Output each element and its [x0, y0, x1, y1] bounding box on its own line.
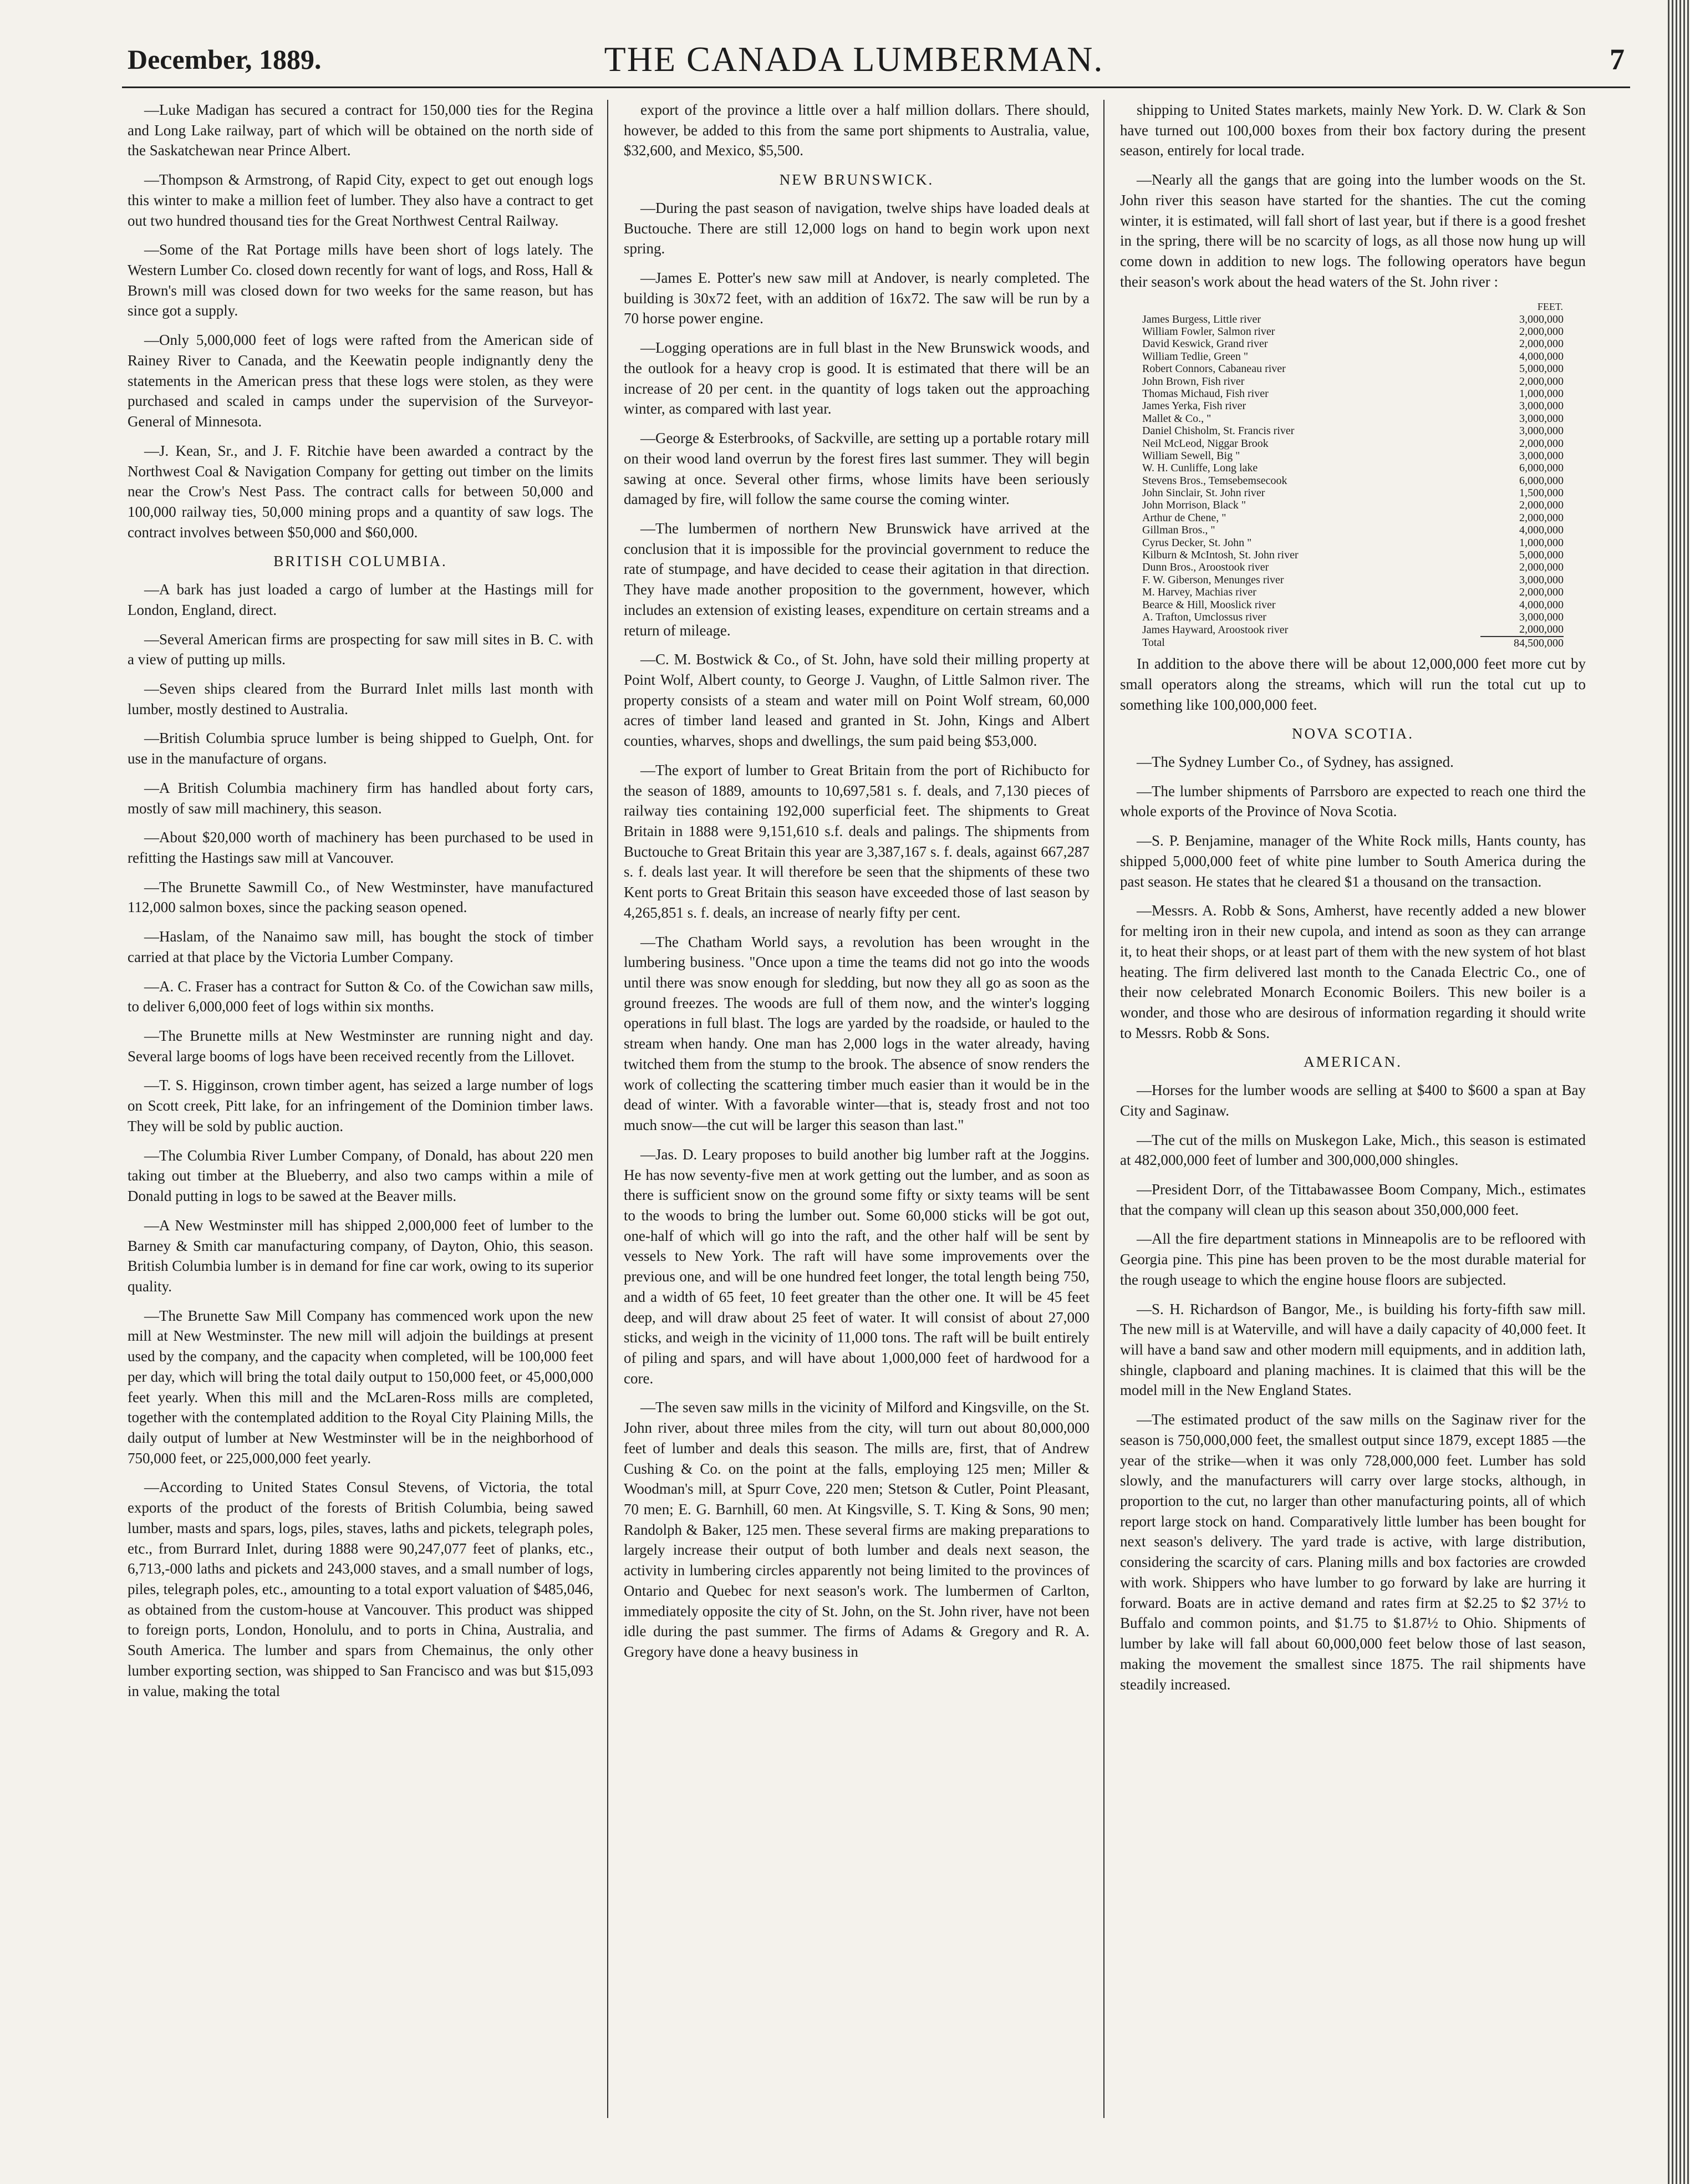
- operator-name: Gillman Bros., ": [1142, 524, 1215, 537]
- operator-feet: 2,000,000: [1519, 511, 1564, 524]
- operator-feet: 5,000,000: [1519, 549, 1564, 562]
- operator-name: James Yerka, Fish river: [1142, 400, 1246, 413]
- operator-feet: 3,000,000: [1519, 449, 1564, 462]
- operator-name: John Sinclair, St. John river: [1142, 487, 1265, 500]
- article-paragraph: —James E. Potter's new saw mill at Andover, is nearly completed. The building is 30x72 feet, with an addition of 16x72. The saw will be run by a 70 horse power engine.: [624, 269, 1090, 327]
- page-number: 7: [1610, 43, 1625, 76]
- operator-row: [1142, 475, 1564, 487]
- operator-name: David Keswick, Grand river: [1142, 338, 1268, 350]
- article-paragraph: —The export of lumber to Great Britain from the port of Richibucto for the season of 1889, amounts to 10,697,581 s. f. deals, and 7,130 pieces of railway ties containing 192,000 superficial feet. The shipments to Great Britain in 1888 were 9,151,610 s.f. deals and palings. The shipments from Buctouche to Great Britain this year are 3,387,167 s. f. deals, against 667,287 s. f. deals last year. It will therefore be seen that the shipments of these two Kent ports to Great Britain this season have exceeded those of last season by 4,265,851 s. f. deals, an increase of nearly fifty per cent.: [624, 761, 1090, 921]
- total-label: Total: [1142, 637, 1165, 649]
- section-heading-new-brunswick: NEW BRUNSWICK.: [779, 171, 934, 189]
- operator-feet: 4,000,000: [1519, 598, 1564, 611]
- article-paragraph: —According to United States Consul Stevens, of Victoria, the total exports of the product of the forests of British Columbia, being sawed lumber, masts and spars, logs, piles, staves, laths and pickets, telegraph poles, etc., from Burrard Inlet, during 1888 were 90,247,077 feet of planks, etc., 6,713,-000 laths and pickets and 243,000 staves, and a small number of logs, piles, telegraph poles, etc., amounting to a total export valuation of $485,046, as obtained from the custom-house at Vancouver. This product was shipped to foreign ports, London, Honolulu, and to ports in China, Australia, and South America. The lumber and spars from Chemainus, the only other lumber exporting section, was shipped to San Francisco and was but $15,093 in value, making the total: [128, 1479, 593, 1699]
- operator-feet: 2,000,000: [1519, 437, 1564, 450]
- operator-feet: 2,000,000: [1519, 375, 1564, 388]
- article-paragraph: —Seven ships cleared from the Burrard Inlet mills last month with lumber, mostly destined to Australia.: [128, 680, 593, 717]
- operator-row: [1142, 313, 1564, 325]
- operator-name: William Fowler, Salmon river: [1142, 325, 1275, 338]
- article-paragraph: —J. Kean, Sr., and J. F. Ritchie have been awarded a contract by the Northwest Coal & Navigation Company for getting out timber on the limits near the Crow's Nest Pass. The contract calls for between 50,000 and 100,000 railway ties, 50,000 mining props and a quantity of saw logs. The contract involves between $50,000 and $60,000.: [128, 442, 593, 541]
- operator-feet: 2,000,000: [1519, 499, 1564, 512]
- operator-row: [1142, 561, 1564, 573]
- operator-row: [1142, 611, 1564, 623]
- operator-row: [1142, 375, 1564, 388]
- operator-row: [1142, 450, 1564, 462]
- article-paragraph: —A New Westminster mill has shipped 2,000,000 feet of lumber to the Barney & Smith car manufacturing company, of Dayton, Ohio, this season. British Columbia lumber is in demand for fine car work, owing to its superior quality.: [128, 1216, 593, 1295]
- newspaper-page: [39, 39, 1669, 2157]
- column-3: [1120, 100, 1586, 1703]
- article-paragraph: export of the province a little over a half million dollars. There should, however, be added to this from the same port shipments to Australia, value, $32,600, and Mexico, $5,500.: [624, 101, 1090, 159]
- operator-name: Kilburn & McIntosh, St. John river: [1142, 549, 1299, 562]
- operator-row: [1142, 549, 1564, 561]
- page-header: [39, 39, 1669, 89]
- operator-feet: 1,000,000: [1519, 387, 1564, 400]
- article-paragraph: —A British Columbia machinery firm has handled about forty cars, mostly of saw mill machinery, this season.: [128, 779, 593, 817]
- article-paragraph: In addition to the above there will be about 12,000,000 feet more cut by small operators along the streams, which will run the total cut up to something like 100,000,000 feet.: [1120, 655, 1586, 713]
- page-edge-binding: [1668, 0, 1690, 2184]
- article-paragraph: —Only 5,000,000 feet of logs were rafted from the American side of Rainey River to Canada, and the Keewatin people indignantly deny the statements in the American press that these logs were stolen, as they were purchased and scaled in camps under the supervision of the Surveyor-General of Minnesota.: [128, 332, 593, 430]
- article-paragraph: —S. H. Richardson of Bangor, Me., is building his forty-fifth saw mill. The new mill is at Waterville, and will have a daily capacity of 40,000 feet. It will have a band saw and other modern mill equipments, and in addition lath, shingle, clapboard and planing machines. It is claimed that this will be the model mill in the New England States.: [1120, 1300, 1586, 1399]
- article-paragraph: —George & Esterbrooks, of Sackville, are setting up a portable rotary mill on their wood land overrun by the forest fires last summer. They will begin sawing at once. Several other firms, whose limits have been seriously damaged by fire, will follow the same course the coming winter.: [624, 430, 1090, 508]
- operator-feet: 4,000,000: [1519, 350, 1564, 363]
- operator-name: Bearce & Hill, Mooslick river: [1142, 598, 1276, 611]
- operator-feet: 2,000,000: [1519, 586, 1564, 599]
- operator-feet: 2,000,000: [1519, 561, 1564, 574]
- operator-name: Cyrus Decker, St. John ": [1142, 536, 1252, 549]
- operator-name: Arthur de Chene, ": [1142, 511, 1226, 524]
- article-paragraph: —T. S. Higginson, crown timber agent, has seized a large number of logs on Scott creek, Pitt lake, for an infringement of the Dominion timber laws. They will be sold by public auction.: [128, 1077, 593, 1134]
- article-paragraph: shipping to United States markets, mainly New York. D. W. Clark & Son have turned out 100,000 boxes from their box factory during the present season, entirely for local trade.: [1120, 101, 1586, 159]
- operator-name: William Sewell, Big ": [1142, 449, 1240, 462]
- operator-name: W. H. Cunliffe, Long lake: [1142, 462, 1258, 475]
- article-paragraph: —Logging operations are in full blast in the New Brunswick woods, and the outlook for a heavy crop is good. It is estimated that there will be an increase of 20 per cent. in the quantity of logs taken out the approaching winter, as compared with last year.: [624, 339, 1090, 418]
- operator-feet: 6,000,000: [1519, 462, 1564, 475]
- section-heading-british-columbia: BRITISH COLUMBIA.: [273, 553, 447, 570]
- operator-name: A. Trafton, Umclossus river: [1142, 611, 1266, 623]
- operator-row: [1142, 586, 1564, 598]
- article-paragraph: —The lumber shipments of Parrsboro are expected to reach one third the whole exports of the Province of Nova Scotia.: [1120, 782, 1586, 820]
- operator-name: Dunn Bros., Aroostook river: [1142, 561, 1269, 574]
- article-paragraph: —The Brunette mills at New Westminster are running night and day. Several large booms of logs have been received recently from the Lillovet.: [128, 1027, 593, 1065]
- operator-feet: 3,000,000: [1519, 611, 1564, 623]
- operator-row: [1142, 499, 1564, 511]
- article-paragraph: —President Dorr, of the Tittabawassee Boom Company, Mich., estimates that the company will clean up this season about 350,000,000 feet.: [1120, 1180, 1586, 1218]
- operator-name: John Brown, Fish river: [1142, 375, 1245, 388]
- operator-row: [1142, 537, 1564, 549]
- column-1: [128, 100, 593, 1710]
- article-paragraph: —A. C. Fraser has a contract for Sutton & Co. of the Cowichan saw mills, to deliver 6,000,000 feet of logs within six months.: [128, 978, 593, 1015]
- article-paragraph: —British Columbia spruce lumber is being shipped to Guelph, Ont. for use in the manufacture of organs.: [128, 730, 593, 767]
- operator-name: M. Harvey, Machias river: [1142, 586, 1256, 599]
- article-paragraph: —The Sydney Lumber Co., of Sydney, has assigned.: [1137, 754, 1454, 771]
- article-paragraph: —Some of the Rat Portage mills have been short of logs lately. The Western Lumber Co. closed down recently for want of logs, and Ross, Hall & Brown's mill was closed down for two weeks for the same reason, but has since got a supply.: [128, 241, 593, 319]
- article-paragraph: —Luke Madigan has secured a contract for 150,000 ties for the Regina and Long Lake railway, part of which will be obtained on the north side of the Saskatchewan near Prince Albert.: [128, 101, 593, 159]
- operator-feet: 2,000,000: [1519, 338, 1564, 350]
- operator-row: [1142, 462, 1564, 474]
- operator-row: [1142, 388, 1564, 400]
- operator-row: [1142, 437, 1564, 450]
- operator-feet: 3,000,000: [1519, 573, 1564, 586]
- masthead-title: THE CANADA LUMBERMAN.: [604, 39, 1104, 79]
- operator-feet: 5,000,000: [1519, 363, 1564, 375]
- operator-name: James Burgess, Little river: [1142, 313, 1261, 325]
- table-total-row: [1142, 637, 1564, 649]
- operator-feet: 3,000,000: [1519, 412, 1564, 425]
- article-paragraph: —Haslam, of the Nanaimo saw mill, has bought the stock of timber carried at that place by the Victoria Lumber Company.: [128, 928, 593, 965]
- operator-name: Daniel Chisholm, St. Francis river: [1142, 425, 1295, 437]
- column-divider: [607, 100, 608, 2118]
- operator-feet: 4,000,000: [1519, 524, 1564, 537]
- operator-row: [1142, 338, 1564, 350]
- operator-row: [1142, 400, 1564, 412]
- article-paragraph: —Jas. D. Leary proposes to build another big lumber raft at the Joggins. He has now seventy-five men at work getting out the lumber, and as soon as there is sufficient snow on the ground some fifty or sixty teams will be sent to the woods to bring the lumber out. Some 60,000 sticks will be got out, one-half of which will go into the raft, and the other half will be sent by vessels to New York. The raft will have some improvements over the previous one, and will be one hundred feet longer, the total length being 750, and a width of 65 feet, 10 feet greater than the other one. It will be 45 feet deep, and will draw about 25 feet of water. It will consist of about 27,000 sticks, and weigh in the vicinity of 11,000 tons. The raft will be built entirely of piling and spars, and will have about 1,000,000 feet of hardwood for a core.: [624, 1146, 1090, 1387]
- article-paragraph: —Several American firms are prospecting for saw mill sites in B. C. with a view of putting up mills.: [128, 630, 593, 668]
- article-paragraph: —All the fire department stations in Minneapolis are to be refloored with Georgia pine. This pine has been proven to be the most durable material for the rough useage to which the engine house floors are subjected.: [1120, 1230, 1586, 1288]
- column-2: [624, 100, 1090, 1671]
- article-paragraph: —Nearly all the gangs that are going into the lumber woods on the St. John river this season have started for the shanties. The cut the coming winter, it is estimated, will fall short of last year, but if there is a good freshet in the spring, there will be no scarcity of logs, as all those now hung up will come down in addition to new logs. The following operators have begun their season's work about the head waters of the St. John river :: [1120, 171, 1586, 290]
- operator-row: [1142, 512, 1564, 524]
- operator-name: James Hayward, Aroostook river: [1142, 623, 1289, 636]
- operators-table: [1142, 301, 1564, 649]
- operator-feet: 3,000,000: [1519, 400, 1564, 413]
- operator-name: Robert Connors, Cabaneau river: [1142, 363, 1286, 375]
- operator-feet: 6,000,000: [1519, 474, 1564, 487]
- article-paragraph: —Thompson & Armstrong, of Rapid City, expect to get out enough logs this winter to make a million feet of lumber. They also have a contract to get out two hundred thousand ties for the Great Northwest Central Railway.: [128, 171, 593, 229]
- operator-name: John Morrison, Black ": [1142, 499, 1246, 512]
- operator-row: [1142, 363, 1564, 375]
- article-paragraph: —The lumbermen of northern New Brunswick have arrived at the conclusion that it is impossible for the provincial government to reduce the rate of stumpage, and have decided to cease their agitation in that direction. They have made another proposition to the government, however, which includes an extension of existing leases, expenditure on certain streams and a return of mileage.: [624, 520, 1090, 639]
- article-paragraph: —Messrs. A. Robb & Sons, Amherst, have recently added a new blower for melting iron in their new cupola, and intend as soon as they can arrange it, to heat their shops, or at least part of them with the new system of hot blast heating. The firm delivered last month to the Canada Electric Co., one of their now celebrated Monarch Economic Boilers. This new boiler is a wonder, and those who are desirous of information regarding it should write to Messrs. Robb & Sons.: [1120, 902, 1586, 1041]
- column-divider: [1103, 100, 1104, 2118]
- article-paragraph: —The cut of the mills on Muskegon Lake, Mich., this season is estimated at 482,000,000 feet of lumber and 300,000,000 shingles.: [1120, 1131, 1586, 1169]
- issue-date: December, 1889.: [128, 44, 322, 75]
- article-paragraph: —C. M. Bostwick & Co., of St. John, have sold their milling property at Point Wolf, Albert county, to George J. Vaughn, of Little Salmon river. The property consists of a steam and water mill on Point Wolf stream, 60,000 acres of timber land leased and granted in St. John, Kings and Albert counties, wharves, shops and dwellings, the sum paid being $53,000.: [624, 651, 1090, 750]
- operator-feet: 3,000,000: [1519, 313, 1564, 325]
- operator-name: Thomas Michaud, Fish river: [1142, 387, 1269, 400]
- article-paragraph: —During the past season of navigation, twelve ships have loaded deals at Buctouche. There are still 12,000 logs on hand to begin work upon next spring.: [624, 199, 1090, 257]
- operator-name: William Tedlie, Green ": [1142, 350, 1249, 363]
- table-head-feet: FEET.: [1537, 301, 1563, 313]
- operator-feet: 1,000,000: [1519, 536, 1564, 549]
- article-paragraph: —The Brunette Sawmill Co., of New Westminster, have manufactured 112,000 salmon boxes, since the packing season opened.: [128, 878, 593, 916]
- article-paragraph: —About $20,000 worth of machinery has been purchased to be used in refitting the Hastings saw mill at Vancouver.: [128, 829, 593, 866]
- operator-row: [1142, 325, 1564, 338]
- operator-row: [1142, 574, 1564, 586]
- section-heading-nova-scotia: NOVA SCOTIA.: [1291, 725, 1414, 742]
- operator-name: Stevens Bros., Temsebemsecook: [1142, 474, 1287, 487]
- operator-row: [1142, 524, 1564, 536]
- article-paragraph: —The Chatham World says, a revolution has been wrought in the lumbering business. "Once upon a time the teams did not go into the woods until there was snow enough for sledding, but now they all go as soon as the ground freezes. The woods are full of them now, and the winter's logging operations in full blast. The logs are yarded by the roadside, or hauled to the stream when handy. One man has 2,000 logs in the water already, having twitched them from the stump to the brook. The absence of snow renders the work of collecting the scattering timber much easier than it would be in the dead of winter. With a favorable winter—that is, steady frost and not too much snow—the cut will be larger this season than last.": [624, 933, 1090, 1134]
- section-heading-american: AMERICAN.: [1304, 1053, 1402, 1071]
- operator-row: [1142, 413, 1564, 425]
- operator-name: F. W. Giberson, Menunges river: [1142, 573, 1284, 586]
- operator-feet: 3,000,000: [1519, 425, 1564, 437]
- operator-name: Neil McLeod, Niggar Brook: [1142, 437, 1269, 450]
- operator-row: [1142, 599, 1564, 611]
- operator-name: Mallet & Co., ": [1142, 412, 1211, 425]
- operator-feet: 2,000,000: [1519, 623, 1564, 636]
- article-paragraph: —The Brunette Saw Mill Company has commenced work upon the new mill at New Westminster. The new mill will adjoin the buildings at present used by the company, and the capacity when completed, will be 100,000 feet per day, which will bring the total daily output to 150,000 feet, or 45,000,000 feet yearly. When this mill and the McLaren-Ross mills are completed, together with the contemplated addition to the Royal City Plaining Mills, the daily output of lumber at New Westminster will be in the neighborhood of 750,000 feet, or 225,000,000 feet yearly.: [128, 1307, 593, 1467]
- article-paragraph: —S. P. Benjamine, manager of the White Rock mills, Hants county, has shipped 5,000,000 feet of white pine lumber to South America during the past season. He states that he cleared $1 a thousand on the transaction.: [1120, 832, 1586, 890]
- operator-feet: 1,500,000: [1519, 487, 1564, 500]
- operator-row: [1142, 487, 1564, 499]
- article-paragraph: —A bark has just loaded a cargo of lumber at the Hastings mill for London, England, direct.: [128, 581, 593, 618]
- operator-feet: 2,000,000: [1519, 325, 1564, 338]
- operator-row: [1142, 425, 1564, 437]
- article-paragraph: —Horses for the lumber woods are selling at $400 to $600 a span at Bay City and Saginaw.: [1120, 1082, 1586, 1119]
- operator-row: [1142, 623, 1564, 636]
- article-paragraph: —The Columbia River Lumber Company, of Donald, has about 220 men taking out timber at the Blueberry, and also two camps within a mile of Donald putting in logs to be sawed at the Beaver mills.: [128, 1147, 593, 1205]
- header-rule: [122, 86, 1630, 88]
- operator-row: [1142, 350, 1564, 363]
- article-paragraph: —The estimated product of the saw mills on the Saginaw river for the season is 750,000,000 feet, the smallest output since 1879, except 1885 —the year of the strike—when it was only 728,000,000 feet. Lumber has sold slowly, and the manufacturers will carry over large stocks, although, in proportion to the cut, no larger than other manufacturing points, all of which report large stock on hand. Comparatively little lumber has been bought for next season's delivery. The yard trade is active, with large distribution, considering the scarcity of cars. Planing mills and box factories are crowded with work. Shippers who have lumber to go forward by lake are hurring it forward. Boats are in active demand and rates firm at $2.25 to $2 37½ to Buffalo and common points, and $1.75 to $1.87½ to Ohio. Shipments of lumber by lake will fall about 60,000,000 feet below those of last season, making the movement the smallest since 1875. The rail shipments have steadily increased.: [1120, 1411, 1586, 1693]
- total-value: 84,500,000: [1480, 637, 1564, 649]
- article-paragraph: —The seven saw mills in the vicinity of Milford and Kingsville, on the St. John river, about three miles from the city, will turn out about 80,000,000 feet of lumber and deals this season. The mills are, first, that of Andrew Cushing & Co. on the point at the falls, employing 125 men; Miller & Woodman's mill, at Spurr Cove, 220 men; Stetson & Cutler, Point Pleasant, 70 men; E. G. Barnhill, 60 men. At Kingsville, S. T. King & Sons, 90 men; Randolph & Baker, 125 men. These several firms are making preparations to largely increase their output of both lumber and deals next season, the activity in lumbering circles apparently not being limited to the provinces of Ontario and Quebec for next season's work. The lumbermen of Carlton, immediately opposite the city of St. John, on the St. John river, have not been idle during the past summer. The firms of Adams & Gregory and R. A. Gregory have done a heavy business in: [624, 1399, 1090, 1661]
